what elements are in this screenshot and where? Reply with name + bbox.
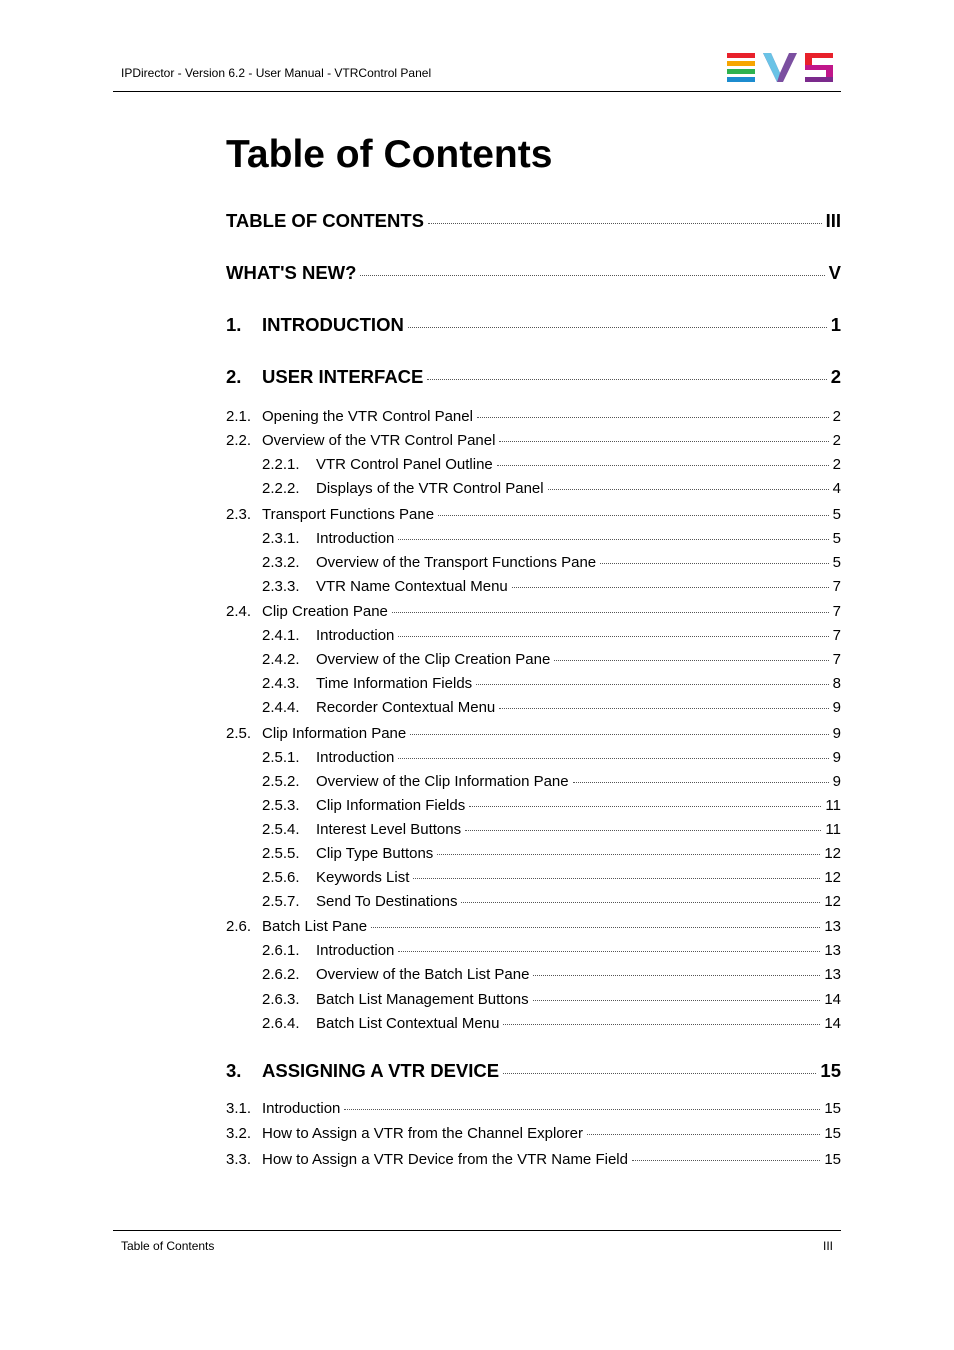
toc-entry-title: Clip Creation Pane — [262, 603, 388, 620]
toc-dot-leader — [497, 465, 829, 466]
toc-entry[interactable] — [226, 1100, 841, 1122]
toc-entry-page: 7 — [832, 603, 841, 620]
toc-entry-title: Overview of the VTR Control Panel — [262, 432, 496, 449]
toc-entry-number: 2. — [226, 366, 242, 387]
toc-entry-title: Opening the VTR Control Panel — [262, 408, 473, 425]
toc-dot-leader — [438, 515, 829, 516]
toc-dot-leader — [461, 902, 820, 903]
toc-dot-leader — [476, 684, 828, 685]
toc-entry-title: Time Information Fields — [316, 675, 473, 692]
toc-dot-leader — [398, 951, 820, 952]
toc-entry-number: 2.5.1. — [262, 749, 300, 766]
header-text: IPDirector - Version 6.2 - User Manual - VTRControl Panel — [121, 66, 432, 80]
toc-entry-title: Batch List Contextual Menu — [316, 1015, 500, 1032]
page-header — [113, 0, 841, 92]
toc-entry-number: 2.5.5. — [262, 845, 300, 862]
toc-entry-title: Clip Type Buttons — [316, 845, 434, 862]
toc-dot-leader — [499, 441, 828, 442]
toc-entry-number: 3. — [226, 1060, 242, 1081]
footer-page-number: III — [822, 1239, 833, 1253]
toc-dot-leader — [398, 539, 828, 540]
toc-entry-page: 14 — [824, 1015, 841, 1032]
toc-dot-leader — [410, 734, 828, 735]
toc-dot-leader — [632, 1160, 820, 1161]
toc-entry-number: 1. — [226, 314, 242, 335]
toc-dot-leader — [469, 806, 821, 807]
toc-entry-number: 2.5.2. — [262, 773, 300, 790]
toc-entry-number: 2.4.4. — [262, 699, 300, 716]
toc-entry-page: 11 — [825, 821, 841, 838]
toc-entry-title: Overview of the Batch List Pane — [316, 966, 530, 983]
toc-entry[interactable] — [226, 456, 841, 478]
toc-dot-leader — [600, 563, 829, 564]
toc-entry-title: USER INTERFACE — [262, 366, 424, 387]
toc-entry[interactable] — [226, 651, 841, 673]
toc-entry[interactable] — [226, 918, 841, 940]
toc-entry[interactable] — [226, 869, 841, 891]
toc-entry-title: Clip Information Fields — [316, 797, 466, 814]
toc-dot-leader — [573, 782, 829, 783]
toc-entry-page: 5 — [832, 530, 841, 547]
toc-entry-page: 7 — [832, 578, 841, 595]
toc-entry[interactable] — [226, 262, 841, 292]
toc-entry[interactable] — [226, 1060, 841, 1090]
toc-dot-leader — [413, 878, 820, 879]
toc-entry[interactable] — [226, 314, 841, 344]
toc-dot-leader — [408, 327, 827, 328]
toc-entry-title: ASSIGNING A VTR DEVICE — [262, 1060, 500, 1081]
toc-entry-title: VTR Control Panel Outline — [316, 456, 493, 473]
toc-entry-page: 12 — [824, 845, 841, 862]
toc-entry[interactable] — [226, 966, 841, 988]
toc-entry-number: 2.1. — [226, 408, 252, 425]
toc-entry-title: Keywords List — [316, 869, 410, 886]
toc-entry-number: 2.2.1. — [262, 456, 300, 473]
toc-entry-page: 15 — [824, 1151, 841, 1168]
toc-entry-number: 2.2. — [226, 432, 252, 449]
toc-entry-number: 3.3. — [226, 1151, 252, 1168]
toc-entry-page: 12 — [824, 869, 841, 886]
toc-entry[interactable] — [226, 797, 841, 819]
toc-entry[interactable] — [226, 1015, 841, 1037]
toc-entry-title: Recorder Contextual Menu — [316, 699, 496, 716]
toc-entry-title: Introduction — [316, 942, 395, 959]
toc-entry-page: 15 — [820, 1060, 841, 1081]
toc-dot-leader — [499, 708, 828, 709]
toc-entry-page: 11 — [825, 797, 841, 814]
toc-entry[interactable] — [226, 366, 841, 396]
toc-entry-number: 2.4. — [226, 603, 252, 620]
toc-entry-title: Introduction — [316, 530, 395, 547]
toc-entry[interactable] — [226, 725, 841, 747]
toc-entry-title: Interest Level Buttons — [316, 821, 462, 838]
toc-entry[interactable] — [226, 480, 841, 502]
toc-entry-title: How to Assign a VTR from the Channel Explorer — [262, 1125, 583, 1142]
toc-dot-leader — [437, 854, 820, 855]
toc-entry-page: 12 — [824, 893, 841, 910]
toc-entry-page: 1 — [830, 314, 841, 335]
toc-entry-page: 8 — [832, 675, 841, 692]
toc-entry-page: 13 — [824, 966, 841, 983]
toc-entry-page: 2 — [832, 456, 841, 473]
toc-entry-number: 2.6.4. — [262, 1015, 300, 1032]
toc-entry-number: 2.3.1. — [262, 530, 300, 547]
toc-entry-page: 4 — [832, 480, 841, 497]
toc-entry-number: 2.5.4. — [262, 821, 300, 838]
toc-entry-number: 3.1. — [226, 1100, 252, 1117]
toc-entry[interactable] — [226, 408, 841, 430]
toc-entry-title: Overview of the Transport Functions Pane — [316, 554, 597, 571]
toc-entry-number: 2.6. — [226, 918, 252, 935]
evs-logo — [727, 53, 833, 83]
toc-entry-page: 9 — [832, 773, 841, 790]
toc-dot-leader — [503, 1024, 820, 1025]
toc-entry[interactable] — [226, 1125, 841, 1147]
toc-entry[interactable] — [226, 699, 841, 721]
toc-dot-leader — [533, 1000, 821, 1001]
toc-dot-leader — [465, 830, 821, 831]
toc-dot-leader — [360, 275, 824, 276]
toc-dot-leader — [477, 417, 829, 418]
toc-entry-number: 2.3.3. — [262, 578, 300, 595]
toc-entry-page: V — [828, 262, 841, 283]
toc-entry-page: 7 — [832, 651, 841, 668]
toc-dot-leader — [428, 223, 822, 224]
toc-entry[interactable] — [226, 432, 841, 454]
toc-entry-page: 2 — [830, 366, 841, 387]
toc-entry-number: 2.2.2. — [262, 480, 300, 497]
toc-dot-leader — [548, 489, 829, 490]
toc-entry-number: 2.5.7. — [262, 893, 300, 910]
toc-entry-page: 5 — [832, 554, 841, 571]
toc-dot-leader — [427, 379, 826, 380]
toc-entry[interactable] — [226, 893, 841, 915]
toc-entry-number: 2.6.2. — [262, 966, 300, 983]
toc-entry-page: 15 — [824, 1125, 841, 1142]
toc-dot-leader — [398, 758, 828, 759]
toc-entry-page: 13 — [824, 942, 841, 959]
toc-entry-title: Batch List Pane — [262, 918, 368, 935]
toc-entry-title: Batch List Management Buttons — [316, 991, 529, 1008]
toc-entry[interactable] — [226, 749, 841, 771]
toc-dot-leader — [587, 1134, 820, 1135]
toc-entry-number: 2.6.3. — [262, 991, 300, 1008]
toc-entry-page: III — [825, 210, 841, 231]
page-footer — [113, 1230, 841, 1271]
toc-entry-number: 2.4.3. — [262, 675, 300, 692]
toc-entry-page: 2 — [832, 408, 841, 425]
toc-entry-number: 2.5. — [226, 725, 252, 742]
toc-entry-title: WHAT'S NEW? — [226, 262, 357, 283]
toc-entry-title: Introduction — [262, 1100, 341, 1117]
toc-entry[interactable] — [226, 603, 841, 625]
page-title: Table of Contents — [226, 133, 553, 176]
toc-entry[interactable] — [226, 821, 841, 843]
toc-entry[interactable] — [226, 991, 841, 1013]
toc-dot-leader — [392, 612, 829, 613]
toc-entry-page: 7 — [832, 627, 841, 644]
toc-entry[interactable] — [226, 627, 841, 649]
toc-entry[interactable] — [226, 845, 841, 867]
footer-title: Table of Contents — [121, 1239, 215, 1253]
toc-dot-leader — [554, 660, 828, 661]
toc-entry-title: Overview of the Clip Creation Pane — [316, 651, 551, 668]
toc-entry[interactable] — [226, 675, 841, 697]
toc-entry-title: Transport Functions Pane — [262, 506, 435, 523]
toc-entry-number: 2.4.1. — [262, 627, 300, 644]
toc-entry[interactable] — [226, 773, 841, 795]
toc-entry-number: 2.3.2. — [262, 554, 300, 571]
toc-entry-page: 5 — [832, 506, 841, 523]
toc-entry-title: INTRODUCTION — [262, 314, 404, 335]
toc-entry-number: 2.5.6. — [262, 869, 300, 886]
toc-entry-title: How to Assign a VTR Device from the VTR Name Field — [262, 1151, 628, 1168]
toc-entry-number: 2.4.2. — [262, 651, 300, 668]
toc-entry-title: Clip Information Pane — [262, 725, 407, 742]
toc-entry-page: 9 — [832, 699, 841, 716]
toc-entry-number: 2.3. — [226, 506, 252, 523]
toc-entry[interactable] — [226, 1151, 841, 1173]
toc-entry-number: 2.6.1. — [262, 942, 300, 959]
toc-entry[interactable] — [226, 942, 841, 964]
toc-entry[interactable] — [226, 530, 841, 552]
toc-entry-page: 13 — [824, 918, 841, 935]
toc-entry[interactable] — [226, 210, 841, 240]
toc-entry-page: 9 — [832, 749, 841, 766]
toc-dot-leader — [398, 636, 828, 637]
toc-entry-title: Introduction — [316, 749, 395, 766]
toc-dot-leader — [512, 587, 829, 588]
toc-dot-leader — [371, 927, 820, 928]
toc-dot-leader — [503, 1073, 816, 1074]
toc-entry-page: 9 — [832, 725, 841, 742]
toc-entry[interactable] — [226, 578, 841, 600]
toc-entry-title: Overview of the Clip Information Pane — [316, 773, 569, 790]
toc-dot-leader — [344, 1109, 820, 1110]
toc-entry-title: TABLE OF CONTENTS — [226, 210, 425, 231]
toc-entry-title: VTR Name Contextual Menu — [316, 578, 508, 595]
toc-entry-title: Send To Destinations — [316, 893, 458, 910]
toc-entry-title: Introduction — [316, 627, 395, 644]
toc-entry-page: 2 — [832, 432, 841, 449]
toc-entry-page: 14 — [824, 991, 841, 1008]
toc-entry-title: Displays of the VTR Control Panel — [316, 480, 544, 497]
toc-dot-leader — [533, 975, 820, 976]
toc-entry[interactable] — [226, 506, 841, 528]
toc-entry[interactable] — [226, 554, 841, 576]
toc-entry-number: 3.2. — [226, 1125, 252, 1142]
toc-entry-page: 15 — [824, 1100, 841, 1117]
toc-entry-number: 2.5.3. — [262, 797, 300, 814]
